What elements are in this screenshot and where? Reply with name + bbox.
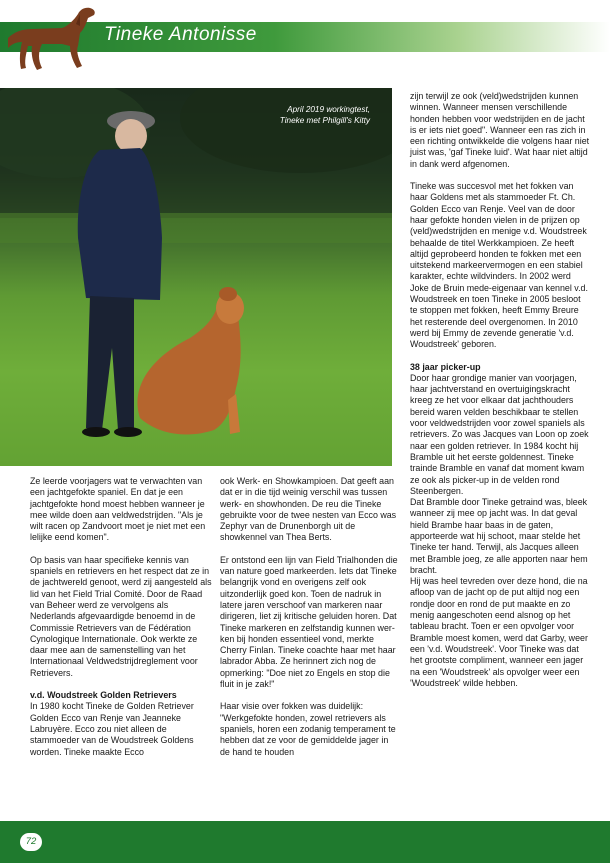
col2-paragraph-1: ook Werk- en Showkampioen. Dat geeft aan dat er in die tijd weinig verschil was tussen werk- en showhonden. De reu die Tineke gebruikte voor de twee nesten van Ecco was Zephyr van de Drunenborgh uit de showkennel van Thea Berts. [220, 476, 397, 543]
dog-logo-icon [4, 2, 100, 74]
col1-paragraph-2: Op basis van haar specifieke kennis van spaniels en retrievers en het respect dat ze in de jachtwereld genoot, werd zij aangesteld als lid van het Field Trial Comité. Door de Raad van Beheer werd ze vervolgens als Nederlands afgevaardigde benoemd in de Commissie Retrievers van de Fédération Cynologique Internationale. Ook werkte ze daar mee aan de samenstelling van het Internationaal Veldwedstrijdreglement voor Retrievers. [30, 554, 212, 678]
page-number: 72 [20, 833, 42, 851]
column-2 [220, 476, 400, 769]
page-title: Tineke Antonisse [104, 24, 257, 45]
column-1 [30, 476, 212, 769]
footer-band [0, 821, 610, 863]
col1-paragraph-1: Ze leerde voorjagers wat te verwachten van een jachtgefokte spaniel. En dat je een jachtgefokte hond moest hebben wanneer je mee wilde doen aan veldwedstrijden. "Als je wilt racen op Zandvoort moet je niet met een lelijke eend komen". [30, 476, 206, 543]
col3-paragraph-1: zijn terwijl ze ook (veld)wedstrijden kunnen winnen. Wanneer mensen verschillende honden hebben voor wedstrijden en de jacht is er iets niet goed". Wanneer een ras zich in een richting ontwikkelde die volgens haar niet juist was, 'gaf Tineke luid'. Wat haar niet altijd in dank werd afgenomen. [410, 91, 590, 169]
col3-paragraph-5: Hij was heel tevreden over deze hond, die na afloop van de jacht op de put altijd nog een rondje door en rond de put maakte en zo menig aangeschoten eend alsnog op het tableau bracht. Toen er een opvolger voor Bramble moest komen, werd dat Garby, weer een 'v.d. Woudstreek'. Voor Tineke was dat het grootste compliment, wanneer een jager na een 'Woudstreek' als opvolger weer een 'Woudstreek' wilde hebben. [410, 576, 588, 688]
caption-line2: Tineke met Philgill's Kitty [279, 116, 370, 125]
col1-paragraph-3: In 1980 kocht Tineke de Golden Retriever Golden Ecco van Renje van Jeanneke Labruyère. Ecco zou niet alleen de stammoeder van de Woudstreek Goldens worden. Tineke maakte Ecco [30, 701, 194, 757]
col2-paragraph-2: Er ontstond een lijn van Field Trialhonden die van nature goed markeerden. Iets dat Tineke belangrijk vond en overigens zelf ook uitzonderlijk goed kon. Toen de nadruk in latere jaren verschoof van markeren naar dirigeren, liet zij kritische geluiden horen. Dat Tineke markeren en zelfstandig kunnen werken bij honden essentieel vond, merkte Cherry Finlan. Tineke coachte haar met haar labrador Abba. Ze herinnert zich nog de opmerking: "Doe niet zo Engels en stop die fluit in je zak!" [220, 554, 398, 690]
photo [0, 88, 392, 466]
col3-paragraph-2: Tineke was succesvol met het fokken van haar Goldens met als stammoeder Ft. Ch. Golden Ecco van Renje. Veel van de door haar gefokte honden vielen in de prijzen op (veld)wedstrijden en menige v.d. Woudstreek behaalde de titel Werkkampioen. Ze heeft altijd geprobeerd honden te fokken met een uitstekend markeervermogen en een stabiel karakter, echte wildvinders. In 2002 werd Joke de Bruin mede-eigenaar van kennel v.d. Woudstreek en toen Tineke in 2005 besloot te stoppen met fokken, heeft Emmy Breure het resterende deel overgenomen. In 2010 werd bij Emmy de zevende generatie 'v.d. Woudstreek' geboren. [410, 181, 588, 350]
photo-scene [0, 88, 392, 466]
section-heading-picker-up: 38 jaar picker-up [410, 361, 481, 372]
section-heading-woudstreek: v.d. Woudstreek Golden Retrievers [30, 690, 177, 701]
col3-paragraph-4: Dat Bramble door Tineke getraind was, bleek wanneer zij mee op jacht was. In dat geval hield Brambe haar baas in de gaten, apporteerde wat hij schoot, maar stelde het Tineke ter hand. Terwijl, als Jacques alleen met Bramble joeg, ze alle apporten naar hem bracht. [410, 497, 588, 575]
col2-paragraph-3: Haar visie over fokken was duidelijk: "Werkgefokte honden, zowel retrievers als spaniels, horen een zodanig temperament te hebben dat ze voor de gemiddelde jager in de hand te houden [220, 701, 396, 757]
column-3 [410, 91, 590, 689]
photo-caption [280, 104, 370, 126]
col3-paragraph-3: Door haar grondige manier van voorjagen, haar jachtverstand en overtuigingskracht kreeg ze het voor elkaar dat jachthouders bereid waren velden beschikbaar te stellen voor veldwedstrijden voor zowel spaniels als retrievers. Zo was Jacques van Loon op zoek naar een golden retriever. In 1984 kocht hij Bramble uit het eerste goldennest. Tineke trainde Bramble en vanaf dat moment kwam ze ook als picker-up in de velden rond Steenbergen. [410, 372, 589, 496]
caption-line1: April 2019 workingtest, [287, 105, 370, 114]
